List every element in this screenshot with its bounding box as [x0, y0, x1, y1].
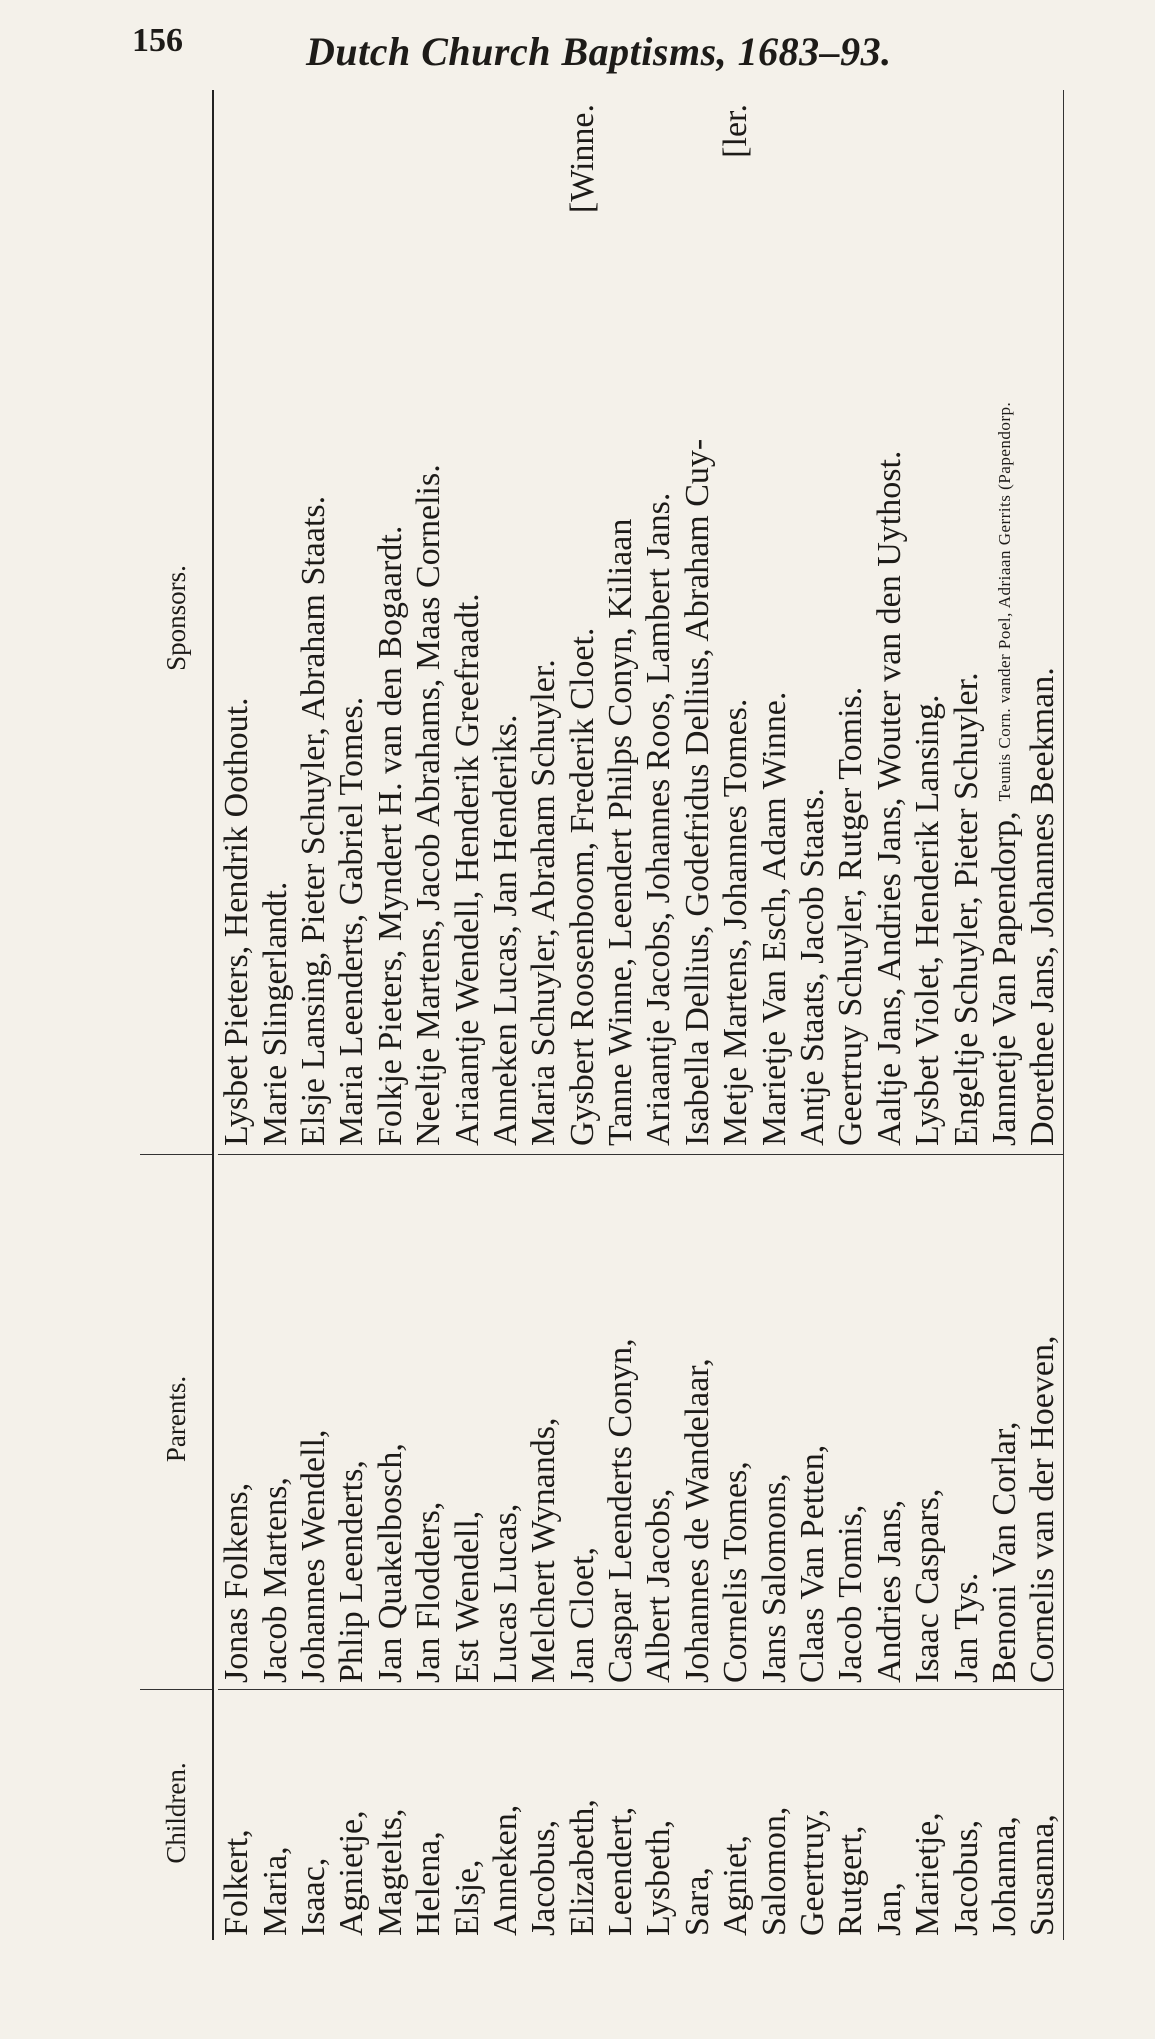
sponsors-text: Jannetje Van Papendorp, — [986, 811, 1023, 1146]
sponsors-cell — [794, 90, 832, 1155]
parents-cell: Melchert Wynands, — [525, 1155, 563, 1690]
sponsors-cell — [256, 90, 294, 1155]
sponsors-text: Marietje Van Esch, Adam Winne. — [755, 691, 793, 1146]
column-header-children: Children. — [161, 1762, 191, 1864]
child-name-cell: Susanna, — [1024, 1814, 1062, 1936]
parents-cell: Jonas Folkens, — [218, 1155, 256, 1690]
sponsors-cell — [832, 90, 870, 1155]
table-row — [871, 90, 909, 1940]
parents-cell: Benoni Van Corlar, — [986, 1155, 1024, 1690]
child-name-cell: Maria, — [256, 1846, 294, 1936]
sponsors-text: Geertruy Schuyler, Rutger Tomis. — [832, 686, 870, 1146]
parents-cell: Jan Quakelbosch, — [372, 1155, 410, 1690]
table-row — [564, 90, 602, 1940]
child-name-cell: Sara, — [678, 1867, 716, 1936]
sponsors-text: Ariaantje Jacobs, Johannes Roos, Lambert Jans. — [640, 492, 678, 1146]
child-name-cell: Magtelts, — [371, 1808, 409, 1936]
sponsors-cell — [410, 90, 448, 1155]
table-row — [986, 90, 1024, 1940]
running-title: Dutch Church Baptisms, 1683–93. — [306, 29, 892, 74]
table-row — [372, 90, 410, 1940]
table-row — [640, 90, 678, 1940]
sponsors-cell — [218, 90, 256, 1155]
sponsors-text: Dorethee Jans, Johannes Beekman. — [1024, 667, 1062, 1146]
sponsors-text: Ariaantje Wendell, Henderik Greefraadt. — [448, 593, 486, 1146]
sponsors-cell — [640, 90, 678, 1155]
parents-cell: Andries Jans, — [871, 1155, 909, 1690]
child-name-cell: Jan, — [870, 1882, 908, 1936]
sponsors-cell — [986, 90, 1024, 1155]
sponsors-cell — [947, 90, 985, 1155]
sponsors-text: Lysbet Violet, Henderik Lansing. — [909, 694, 947, 1146]
parents-cell: Phlip Leenderts, — [333, 1155, 371, 1690]
sponsors-cell — [525, 90, 563, 1155]
parents-cell: Jan Tys. — [947, 1155, 985, 1690]
parents-cell: Jan Flodders, — [410, 1155, 448, 1690]
parents-cell: Jacob Martens, — [256, 1155, 294, 1690]
child-name-cell: Folkert, — [218, 1829, 256, 1936]
sponsors-text: Aaltje Jans, Andries Jans, Wouter van den Uythost. — [870, 450, 908, 1146]
child-name-cell: Elizabeth, — [563, 1799, 601, 1936]
child-name-cell: Rutgert, — [832, 1825, 870, 1936]
baptism-table — [140, 90, 1100, 1940]
sponsors-text: Engeltje Schuyler, Pieter Schuyler. — [947, 672, 985, 1146]
sponsors-text: Folkje Pieters, Myndert H. van den Bogaardt. — [371, 525, 409, 1146]
sponsors-text: Isabella Dellius, Godefridus Dellius, Abraham Cuy- — [678, 438, 716, 1146]
table-row — [947, 90, 985, 1940]
child-name-cell: Marietje, — [909, 1812, 947, 1936]
child-name-cell: Johanna, — [986, 1816, 1023, 1936]
parents-cell: Cornelis van der Hoeven, — [1024, 1155, 1062, 1690]
table-row — [794, 90, 832, 1940]
child-name-cell: Lysbeth, — [640, 1819, 678, 1936]
child-name-cell: Salomon, — [755, 1806, 793, 1936]
child-name-cell: Helena, — [410, 1831, 448, 1936]
sponsors-cell — [871, 90, 909, 1155]
parents-cell: Caspar Leenderts Conyn, — [602, 1155, 640, 1690]
table-row — [256, 90, 294, 1940]
sponsors-cell — [755, 90, 793, 1155]
sponsors-text: Lysbet Pieters, Hendrik Oothout. — [218, 697, 256, 1146]
table-row — [448, 90, 486, 1940]
sponsors-cell — [717, 90, 755, 1155]
sponsors-text: Maria Schuyler, Abraham Schuyler. — [525, 659, 563, 1146]
table-row — [218, 90, 256, 1940]
parents-cell: Johannes Wendell, — [295, 1155, 333, 1690]
child-name-cell: Agniet, — [717, 1834, 755, 1936]
sponsors-text: Marie Slingerlandt. — [256, 881, 294, 1146]
sponsors-text: Gysbert Roosenboom, Frederik Cloet. — [563, 627, 601, 1146]
child-name-cell: Geertruy, — [794, 1808, 832, 1936]
table-body — [214, 90, 1064, 1940]
table-row — [909, 90, 947, 1940]
parents-cell: Cornelis Tomes, — [717, 1155, 755, 1690]
sponsors-cell — [372, 90, 410, 1155]
parents-cell: Isaac Caspars, — [909, 1155, 947, 1690]
continuation-bracket-note: [Winne. — [563, 104, 601, 214]
sponsors-text: Maria Leenderts, Gabriel Tomes. — [333, 696, 371, 1146]
parents-cell: Claas Van Petten, — [794, 1155, 832, 1690]
parents-cell: Lucas Lucas, — [487, 1155, 525, 1690]
sponsors-text: Antje Staats, Jacob Staats. — [794, 788, 832, 1146]
page-number: 156 — [132, 22, 183, 59]
table-row — [295, 90, 333, 1940]
table-header-row — [140, 90, 214, 1940]
child-name-cell: Jacobus, — [525, 1819, 563, 1936]
sponsors-cell — [295, 90, 333, 1155]
parents-cell: Est Wendell, — [448, 1155, 486, 1690]
sponsors-text: Neeltje Martens, Jacob Abrahams, Maas Cornelis. — [410, 464, 448, 1146]
table-row — [679, 90, 717, 1940]
sponsors-cell — [602, 90, 640, 1155]
sponsors-cell — [487, 90, 525, 1155]
sponsors-text: Anneken Lucas, Jan Henderiks. — [486, 714, 524, 1146]
table-row — [410, 90, 448, 1940]
sponsors-cell — [679, 90, 717, 1155]
parents-cell: Jan Cloet, — [564, 1155, 602, 1690]
table-row — [717, 90, 755, 1940]
sponsors-small-note: Teunis Corn. vander Poel, Adriaan Gerrits (Papendorp. — [995, 401, 1014, 802]
parents-cell: Jacob Tomis, — [832, 1155, 870, 1690]
sponsors-cell — [909, 90, 947, 1155]
sponsors-cell — [448, 90, 486, 1155]
table-row — [602, 90, 640, 1940]
sponsors-text: Tanne Winne, Leendert Philps Conyn, Kiliaan — [602, 518, 640, 1146]
column-header-sponsors: Sponsors. — [140, 90, 212, 1155]
parents-cell: Albert Jacobs, — [640, 1155, 678, 1690]
continuation-bracket-note: [ler. — [717, 104, 755, 158]
child-name-cell: Elsje, — [448, 1859, 486, 1936]
table-row — [333, 90, 371, 1940]
table-row — [832, 90, 870, 1940]
child-name-cell: Leendert, — [602, 1806, 640, 1936]
parents-cell: Jans Salomons, — [755, 1155, 793, 1690]
child-name-cell: Isaac, — [294, 1857, 332, 1936]
sponsors-cell — [564, 90, 602, 1155]
child-name-cell: Agnietje, — [333, 1810, 371, 1936]
table-row — [487, 90, 525, 1940]
column-header-parents: Parents. — [140, 1155, 212, 1690]
child-name-cell: Jacobus, — [947, 1819, 985, 1936]
child-name-cell: Anneken, — [486, 1804, 524, 1936]
parents-cell: Johannes de Wandelaar, — [679, 1155, 717, 1690]
sponsors-text: Metje Martens, Johannes Tomes. — [717, 698, 755, 1146]
sponsors-cell — [1024, 90, 1062, 1155]
sponsors-cell — [333, 90, 371, 1155]
table-row — [1024, 90, 1063, 1940]
sponsors-text: Elsje Lansing, Pieter Schuyler, Abraham Staats. — [294, 495, 332, 1146]
table-row — [525, 90, 563, 1940]
table-row — [755, 90, 793, 1940]
